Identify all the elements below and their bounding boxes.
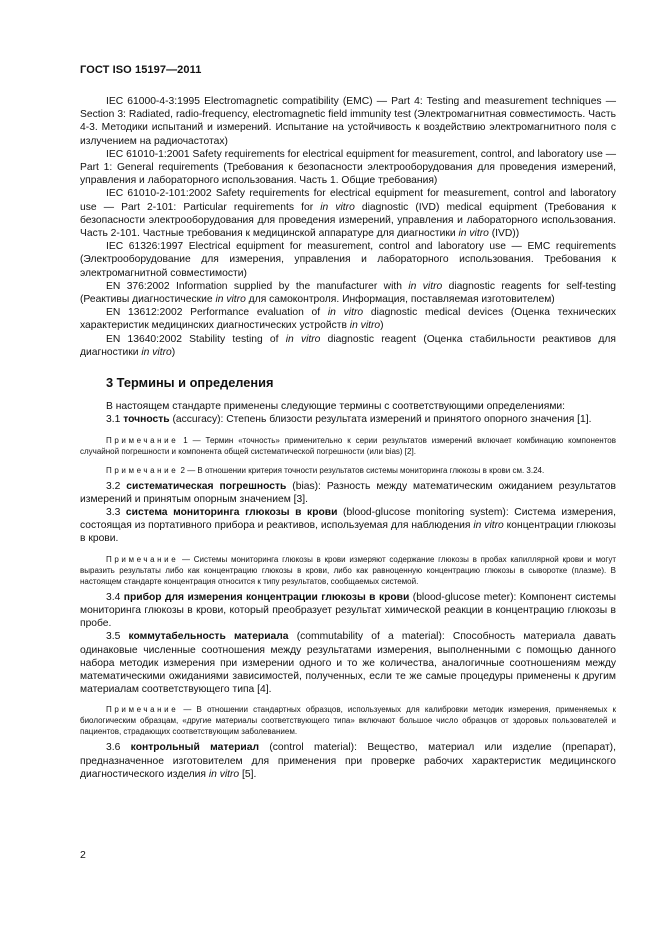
page-content	[80, 95, 616, 781]
reference-item: IEC 61010-1:2001 Safety requirements for electrical equipment for measurement, control, and laboratory use — Part 1: General requirements (Требования к безопасности электрооборудования для проведения измерений, управления и лабораторного использования. Часть 1. Общие требования)	[80, 148, 616, 187]
note-4: Примечание — В отношении стандартных образцов, используемых для калибровки методик измерения, применяемых к биологическим образцам, «другие материалы соответствующего типа» включают большое число образцов от здоровых пользователей и пациентов, страдающих соответствующим заболеванием.	[80, 705, 616, 737]
term-3-2: 3.2 систематическая погрешность (bias): Разность между математическим ожиданием результатов измерений и принятым опорным значением [3].	[80, 480, 616, 505]
note-1: Примечание 1 — Термин «точность» применительно к серии результатов измерений включает комбинацию компонентов случайной погрешности и компонента общей систематической погрешности (или bias) [2].	[80, 435, 616, 456]
term-3-1: 3.1 точность (accuracy): Степень близости результата измерений и принятого опорного значения [1].	[106, 414, 592, 426]
section-intro: В настоящем стандарте применены следующие термины с соответствующими определениями:	[106, 401, 566, 413]
reference-item: IEC 61010-2-101:2002 Safety requirements for electrical equipment for measurement, control and laboratory use — Part 2-101: Particular requirements for in vitro diagnostic (IVD) medical equipment (Требования к безопасности электрооборудования для проведения измерений, управления и лабораторного использования. Часть 2-101. Частные требования к медицинской аппаратуре для диагностики in vitro (IVD))	[80, 188, 617, 240]
reference-item: IEC 61326:1997 Electrical equipment for measurement, control and laboratory use — EMC requirements (Электрооборудование для измерения, управления и лабораторного использования. Требования к электромагнитной совместимости)	[80, 241, 616, 279]
term-3-4: 3.4 прибор для измерения концентрации глюкозы в крови (blood-glucose meter): Компонент системы мониторинга глюкозы в крови, который преобразует результат химической реакции в концентрацию глюкозы в пробе.	[80, 591, 616, 630]
page-header: ГОСТ ISO 15197—2011	[80, 64, 202, 76]
note-3: Примечание — Системы мониторинга глюкозы в крови измеряют содержание глюкозы в пробах капиллярной крови и могут выразить результаты либо как концентрацию глюкозы в крови, либо как равноценную концентрацию глюкозы в сыворотке (плазме). В настоящем стандарте концентрация относится к типу результатов, сообщаемых системой.	[80, 554, 616, 586]
term-3-3: 3.3 система мониторинга глюкозы в крови (blood-glucose monitoring system): Система измерения, состоящая из портативного прибора и реактивов, используемая для наблюдения in vitro концентрации глюкозы в крови.	[80, 507, 617, 545]
reference-item: EN 376:2002 Information supplied by the manufacturer with in vitro diagnostic reagents for self-testing (Реактивы диагностические in vitro для самоконтроля. Информация, поставляемая изготовителем)	[80, 280, 617, 306]
term-3-5: 3.5 коммутабельность материала (commutability of a material): Способность материала давать одинаковые численные соотношения между результатами измерения, выполненными с помощью данного набора методик измерения при измерении одного и то же количества, аналогичные соотношениям между математическими ожиданиями зависимостей, полученных, если те же самые процедуры применены к другим материалам соответствующего типа [4].	[80, 631, 616, 696]
reference-item: EN 13612:2002 Performance evaluation of in vitro diagnostic medical devices (Оценка технических характеристик медицинских диагностических устройств in vitro)	[80, 307, 616, 332]
page-number: 2	[80, 849, 86, 861]
term-3-6: 3.6 контрольный материал (control material): Вещество, материал или изделие (препарат), предназначенное изготовителем для применения при проверке рабочих характеристик медицинского диагностического изделия in vitro [5].	[80, 742, 616, 780]
reference-item: IEC 61000-4-3:1995 Electromagnetic compatibility (EMC) — Part 4: Testing and measurement techniques — Section 3: Radiated, radio-frequency, electromagnetic field immunity test (Электромагнитная совместимость. Часть 4-3. Методики испытаний и измерений. Испытание на устойчивость к воздействию электромагнитного поля с излучением на радиочастотах)	[80, 96, 616, 147]
reference-item: EN 13640:2002 Stability testing of in vitro diagnostic reagent (Оценка стабильности реактивов для диагностики in vitro)	[80, 333, 616, 358]
note-2: Примечание 2 — В отношении критерия точности результатов системы мониторинга глюкозы в крови см. 3.24.	[106, 465, 545, 475]
section-heading: 3 Термины и определения	[106, 375, 274, 391]
